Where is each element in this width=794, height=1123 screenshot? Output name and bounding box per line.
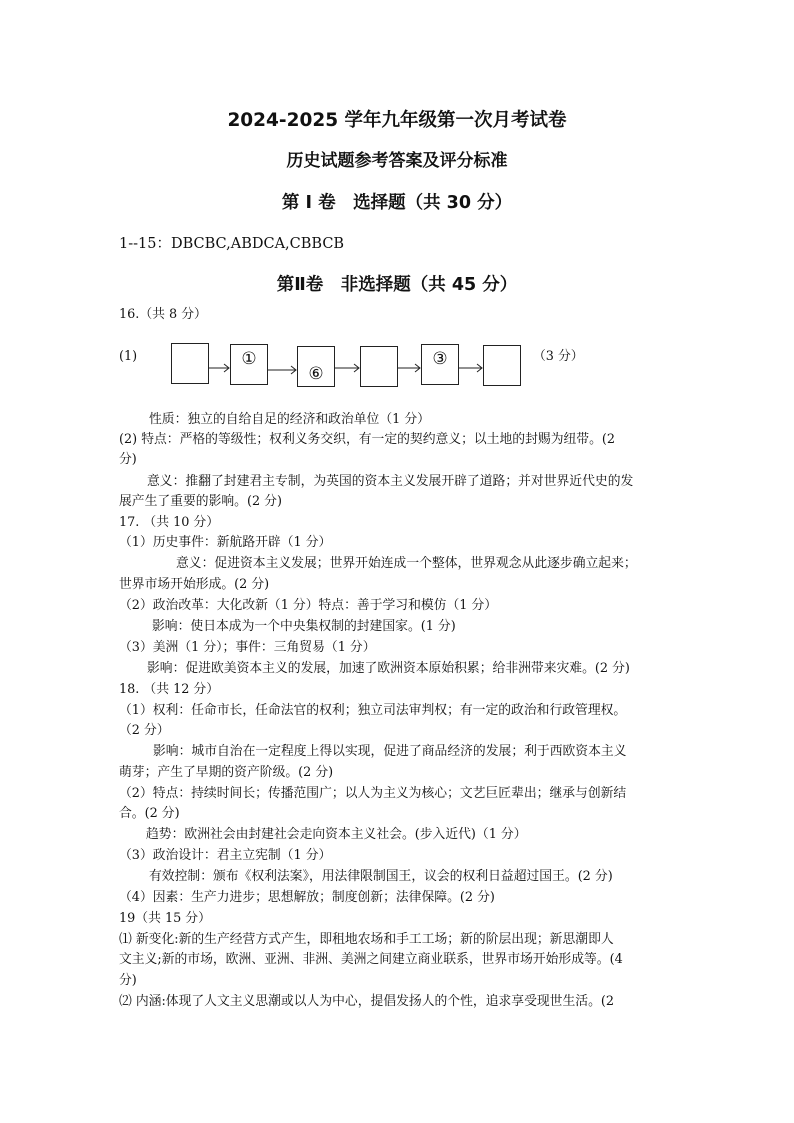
page-subtitle: 历史试题参考答案及评分标准 xyxy=(286,151,508,171)
q19-line-4: ⑵ 内涵:体现了人文主义思潮或以人为中心，提倡发扬人的个性，追求享受现世生活。(2 xyxy=(119,994,614,1009)
q18-line-1: （1）权利：任命市长，任命法官的权利；独立司法审判权；有一定的政治和行政管理权。 xyxy=(119,703,627,718)
q16-line-1: 性质：独立的自给自足的经济和政治单位（1 分） xyxy=(149,412,430,427)
q18-line-10: （4）因素：生产力进步；思想解放；制度创新；法律保障。(2 分) xyxy=(119,890,495,905)
q19-heading: 19（共 15 分） xyxy=(119,911,211,926)
q19-line-3: 分) xyxy=(119,973,137,988)
q17-line-2: 意义：促进资本主义发展；世界开始连成一个整体，世界观念从此逐步确立起来； xyxy=(176,556,637,571)
q17-line-1: （1）历史事件：新航路开辟（1 分） xyxy=(119,535,332,550)
q17-heading: 17. （共 10 分） xyxy=(119,515,220,530)
q16-part1-score: （3 分） xyxy=(533,349,584,364)
q18-line-8: （3）政治设计：君主立宪制（1 分） xyxy=(119,848,332,863)
q16-part1-label: (1) xyxy=(119,349,138,364)
q19-line-1: ⑴ 新变化:新的生产经营方式产生，即租地农场和手工工场；新的阶层出现；新思潮即人 xyxy=(119,932,614,947)
section-heading-choice: 第 I 卷 选择题（共 30 分） xyxy=(281,193,513,213)
q18-line-5: （2）特点：持续时间长；传播范围广；以人为主义为核心；文艺巨匠辈出；继承与创新结 xyxy=(119,786,627,801)
flow-box-5: ③ xyxy=(421,344,459,385)
q16-line-3: 分) xyxy=(119,452,137,467)
q16-line-2: (2) 特点：严格的等级性；权利义务交织，有一定的契约意义；以土地的封赐为纽带。(2 xyxy=(119,432,616,447)
q18-heading: 18. （共 12 分） xyxy=(119,682,220,697)
section-heading-nonchoice: 第Ⅱ卷 非选择题（共 45 分） xyxy=(276,275,518,295)
choice-answers: 1--15：DBCBC,ABDCA,CBBCB xyxy=(119,236,345,252)
q16-line-5: 展产生了重要的影响。(2 分) xyxy=(119,494,282,509)
flow-box-2: ① xyxy=(230,344,268,385)
q18-line-4: 萌芽；产生了早期的资产阶级。(2 分) xyxy=(119,765,334,780)
q16-heading: 16.（共 8 分） xyxy=(119,307,207,322)
q18-line-6: 合。(2 分) xyxy=(119,806,180,821)
q18-line-2: （2 分） xyxy=(119,723,170,738)
q17-line-6: （3）美洲（1 分）；事件：三角贸易（1 分） xyxy=(119,640,376,655)
q17-line-4: （2）政治改革：大化改新（1 分）特点：善于学习和模仿（1 分） xyxy=(119,598,498,613)
q16-line-4: 意义：推翻了封建君主专制，为英国的资本主义发展开辟了道路；并对世界近代史的发 xyxy=(147,474,634,489)
q17-line-3: 世界市场开始形成。(2 分) xyxy=(119,577,270,592)
q17-line-7: 影响：促进欧美资本主义的发展，加速了欧洲资本原始积累；给非洲带来灾难。(2 分) xyxy=(147,661,630,676)
q18-line-7: 趋势：欧洲社会由封建社会走向资本主义社会。(步入近代)（1 分） xyxy=(146,827,527,842)
page-title: 2024-2025 学年九年级第一次月考试卷 xyxy=(227,110,567,131)
q17-line-5: 影响：使日本成为一个中央集权制的封建国家。(1 分) xyxy=(152,619,456,634)
q18-line-3: 影响：城市自治在一定程度上得以实现，促进了商品经济的发展；利于西欧资本主义 xyxy=(153,744,627,759)
flow-box-3: ⑥ xyxy=(297,346,335,387)
q19-line-2: 文主义;新的市场，欧洲、亚洲、非洲、美洲之间建立商业联系，世界市场开始形成等。(4 xyxy=(119,952,623,967)
q18-line-9: 有效控制：颁布《权利法案》，用法律限制国王，议会的权利日益超过国王。(2 分) xyxy=(149,869,613,884)
